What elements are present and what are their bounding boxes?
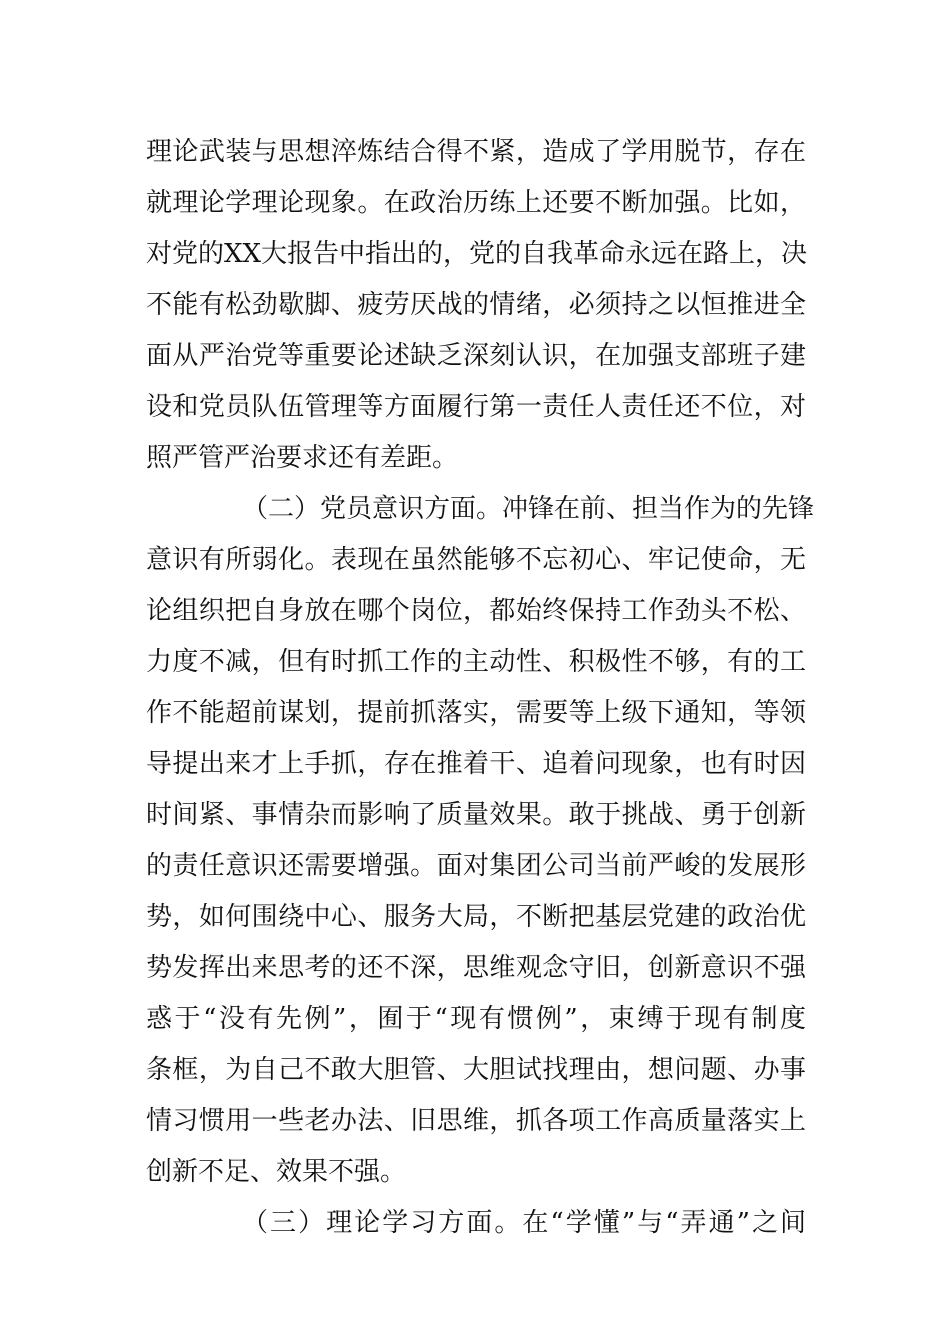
text-line: 惑于“没有先例”，囿于“现有惯例”，束缚于现有制度 [146,1004,806,1034]
section-heading-line: （三）理论学习方面。在“学懂”与“弄通”之间 [242,1208,806,1238]
paragraph-end-line: 创新不足、效果不强。 [146,1157,407,1187]
text-line: 就理论学理论现象。在政治历练上还要不断加强。比如， [146,188,806,218]
text-line: 面从严治党等重要论述缺乏深刻认识，在加强支部班子建 [146,341,806,371]
text-line: 论组织把自身放在哪个岗位，都始终保持工作劲头不松、 [146,596,806,626]
text-line: 情习惯用一些老办法、旧思维，抓各项工作高质量落实上 [146,1106,806,1136]
text-line: 对党的XX大报告中指出的，党的自我革命永远在路上，决 [146,239,808,269]
text-line: 设和党员队伍管理等方面履行第一责任人责任还不位，对 [146,392,806,422]
text-line: 势，如何围绕中心、服务大局，不断把基层党建的政治优 [146,902,806,932]
text-line: 的责任意识还需要增强。面对集团公司当前严峻的发展形 [146,851,806,881]
text-line: 条框，为自己不敢大胆管、大胆试找理由，想问题、办事 [146,1055,806,1085]
text-line: 不能有松劲歇脚、疲劳厌战的情绪，必须持之以恒推进全 [146,290,806,320]
text-line: 意识有所弱化。表现在虽然能够不忘初心、牢记使命，无 [146,545,806,575]
text-line: 理论武装与思想淬炼结合得不紧，造成了学用脱节，存在 [146,137,806,167]
text-line: 势发挥出来思考的还不深，思维观念守旧，创新意识不强 [146,953,806,983]
text-line: 导提出来才上手抓，存在推着干、追着问现象，也有时因 [146,749,806,779]
section-heading-line: （二）党员意识方面。冲锋在前、担当作为的先锋 [242,494,815,524]
paragraph-end-line: 照严管严治要求还有差距。 [146,443,459,473]
text-line: 时间紧、事情杂而影响了质量效果。敢于挑战、勇于创新 [146,800,806,830]
text-line: 力度不减，但有时抓工作的主动性、积极性不够，有的工 [146,647,806,677]
text-line: 作不能超前谋划，提前抓落实，需要等上级下通知，等领 [146,698,806,728]
